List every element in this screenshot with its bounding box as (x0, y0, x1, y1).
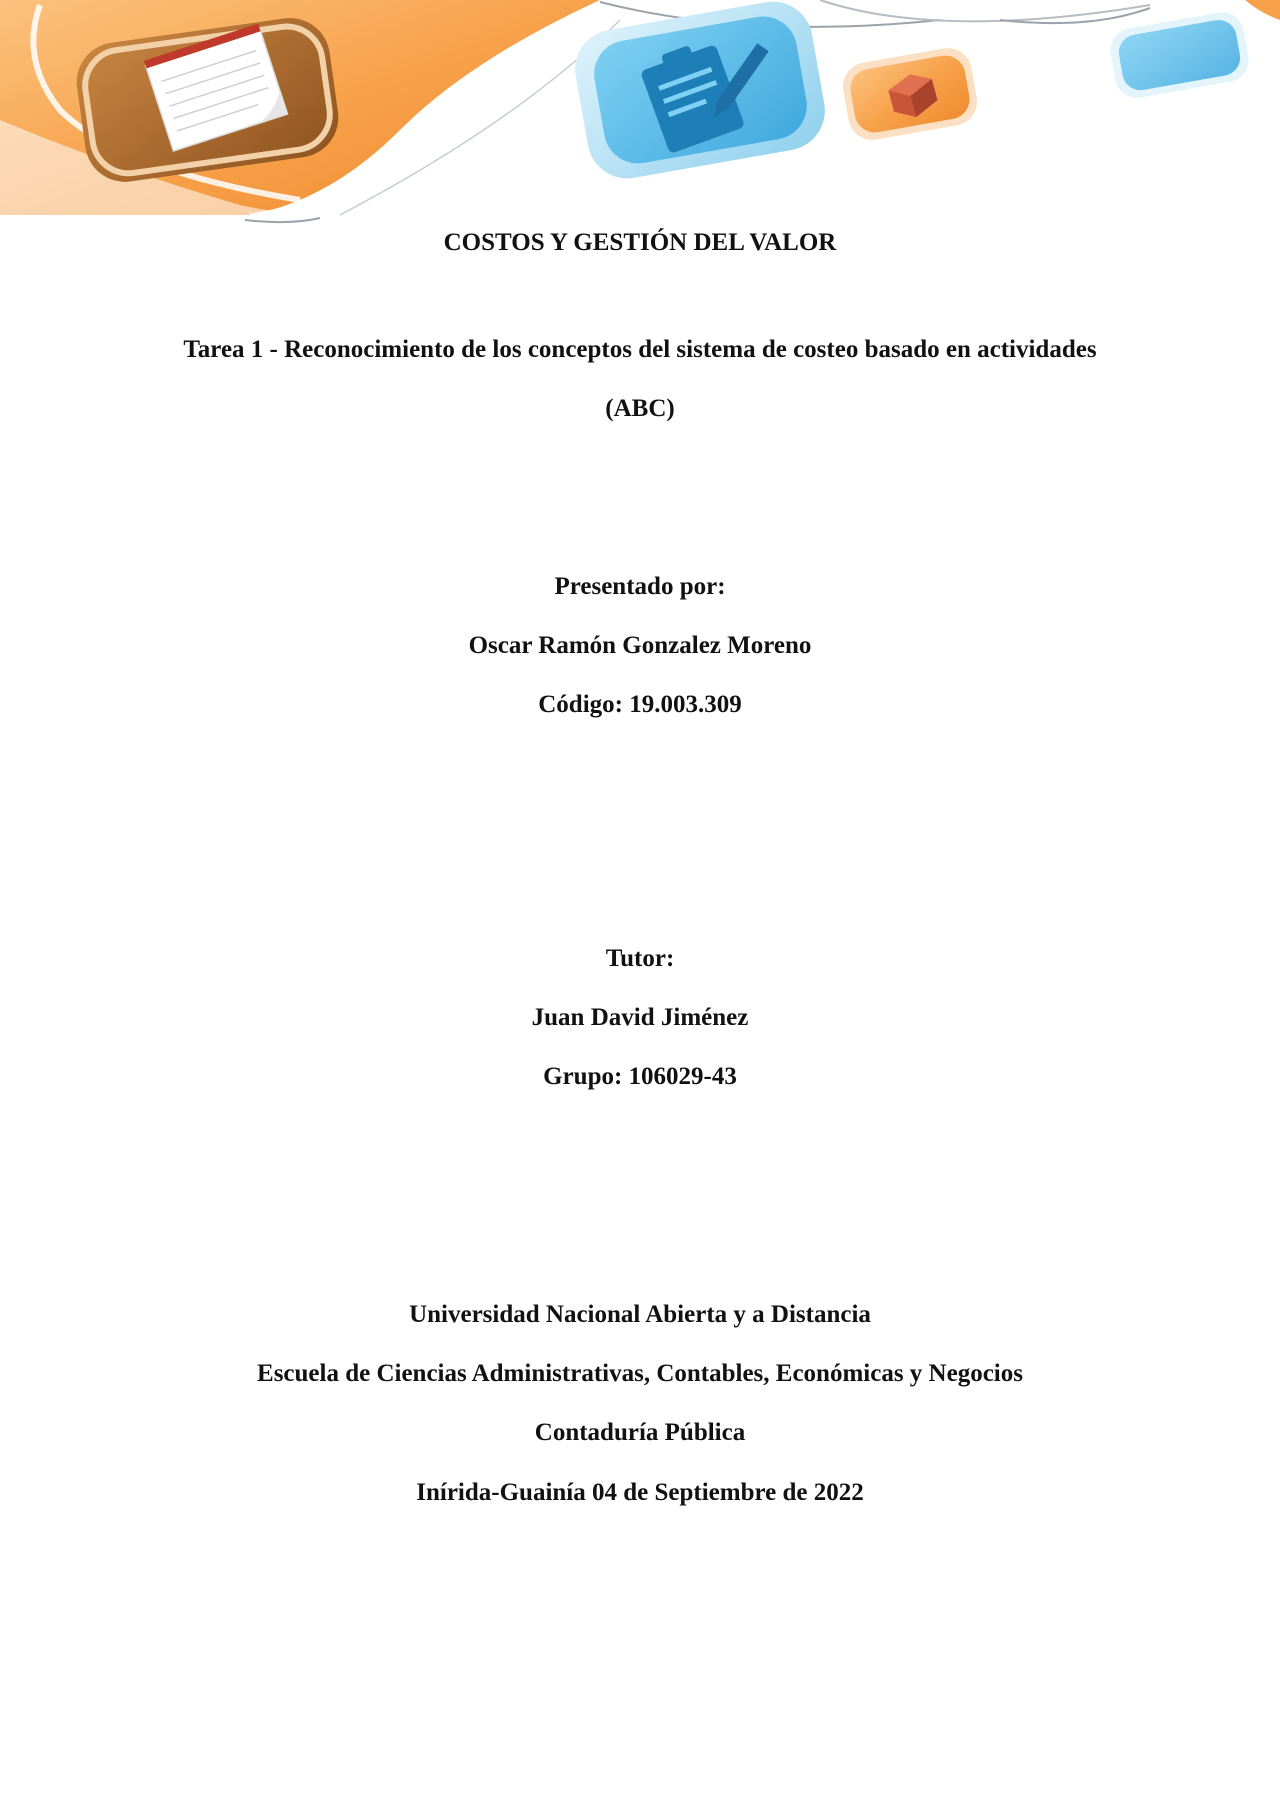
course-title: COSTOS Y GESTIÓN DEL VALOR (443, 229, 837, 256)
group-number: Grupo: 106029-43 (543, 1063, 737, 1090)
presented-by-label: Presentado por: (554, 573, 726, 600)
university-name: Universidad Nacional Abierta y a Distancia (409, 1301, 871, 1328)
task-title-line-1: Tarea 1 - Reconocimiento de los conceptos del sistema de costeo basado en actividades (183, 336, 1097, 363)
author-code: Código: 19.003.309 (538, 691, 742, 718)
task-title-line-2: (ABC) (605, 395, 675, 422)
tutor-name: Juan David Jiménez (531, 1004, 749, 1031)
school-name: Escuela de Ciencias Administrativas, Contables, Económicas y Negocios (257, 1360, 1023, 1387)
tutor-label: Tutor: (605, 945, 675, 972)
program-name: Contaduría Pública (534, 1419, 746, 1446)
place-date: Inírida-Guainía 04 de Septiembre de 2022 (416, 1479, 864, 1506)
author-name: Oscar Ramón Gonzalez Moreno (468, 632, 812, 659)
